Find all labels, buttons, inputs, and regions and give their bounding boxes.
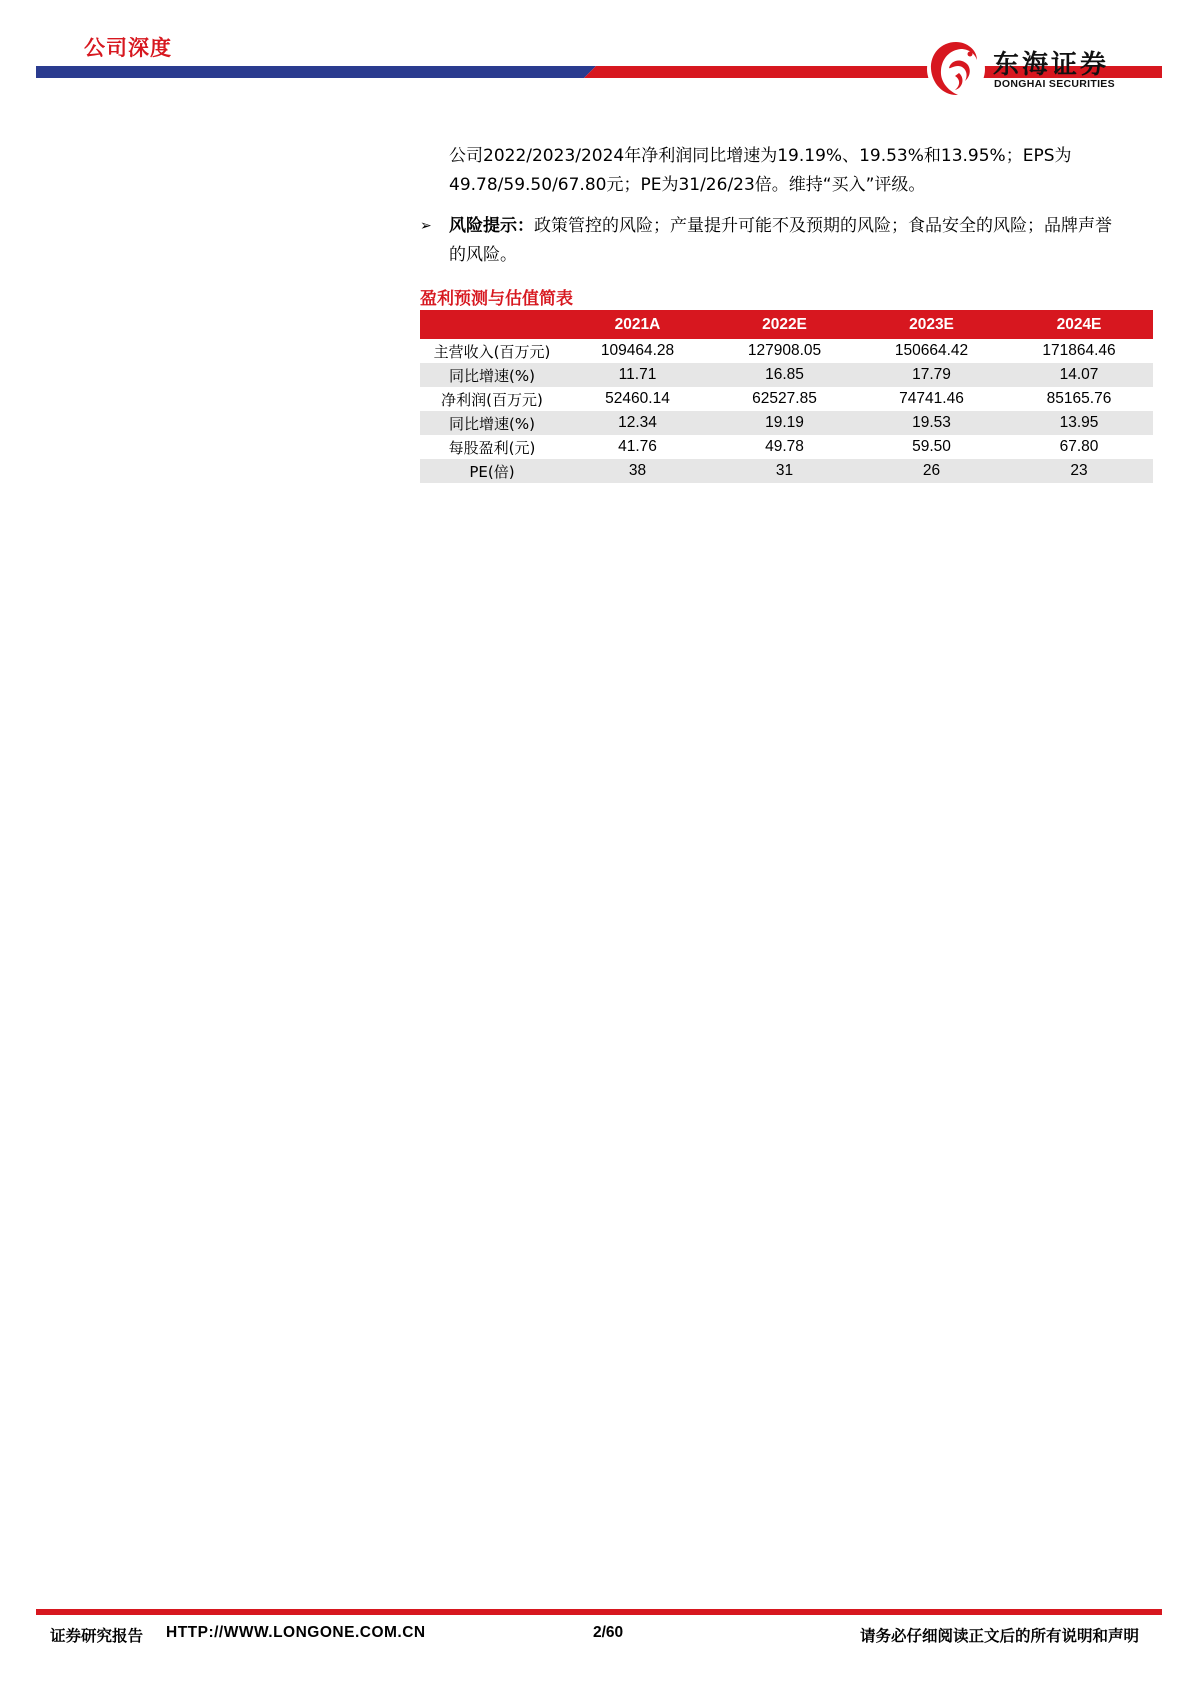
summary-line-2: 49.78/59.50/67.80元；PE为31/26/23倍。维持“买入”评级。	[449, 175, 926, 195]
summary-line-1: 公司2022/2023/2024年净利润同比增速为19.19%、19.53%和13.95%；EPS为	[449, 146, 1072, 166]
table-cell: 17.79	[858, 363, 1005, 387]
table-cell: 19.53	[858, 411, 1005, 435]
footer-url-link[interactable]: HTTP://WWW.LONGONE.COM.CN	[166, 1624, 426, 1641]
table-cell: 41.76	[618, 438, 657, 455]
summary-paragraph	[449, 142, 1153, 200]
table-header-cell: 2024E	[1005, 310, 1153, 339]
table-row	[420, 363, 1153, 387]
logo-english-name: DONGHAI SECURITIES	[994, 78, 1115, 90]
table-cell: 127908.05	[747, 342, 822, 359]
table-cell: 38	[564, 459, 711, 483]
footer-report-type: 证券研究报告	[50, 1627, 144, 1645]
row-label: 同比增速(%)	[420, 411, 564, 435]
table-title: 盈利预测与估值简表	[420, 289, 573, 309]
table-cell: 49.78	[765, 438, 804, 455]
risk-line-1	[449, 212, 1112, 241]
table-row	[420, 411, 1153, 435]
risk-text-1: 政策管控的风险；产量提升可能不及预期的风险；食品安全的风险；品牌声誉	[534, 216, 1112, 236]
table-cell: 13.95	[1005, 411, 1153, 435]
risk-label: 风险提示：	[449, 216, 534, 236]
row-label: 主营收入(百万元)	[433, 342, 551, 361]
table-header-cell: 2023E	[858, 310, 1005, 339]
company-logo	[925, 38, 1165, 100]
table-cell: 31	[711, 459, 858, 483]
table-header-row	[420, 310, 1153, 339]
table-cell: 62527.85	[752, 390, 817, 407]
table-cell: 12.34	[564, 411, 711, 435]
table-cell: 11.71	[564, 363, 711, 387]
footer-divider	[36, 1609, 1162, 1615]
table-cell: 85165.76	[1046, 390, 1112, 407]
table-cell: 171864.46	[1042, 342, 1116, 359]
earnings-forecast-table	[420, 310, 1153, 483]
risk-text-2: 的风险。	[449, 245, 517, 265]
table-cell: 150664.42	[894, 342, 969, 359]
table-row	[420, 459, 1153, 483]
table-row	[420, 387, 1153, 411]
table-cell: 67.80	[1059, 438, 1099, 455]
table-cell: 14.07	[1005, 363, 1153, 387]
table-cell: 26	[858, 459, 1005, 483]
table-cell: 109464.28	[600, 342, 675, 359]
bullet-arrow-icon: ➢	[420, 218, 432, 234]
dragon-emblem-icon	[925, 38, 987, 100]
table-row	[420, 435, 1153, 459]
table-header-cell	[420, 310, 564, 339]
row-label: 每股盈利(元)	[448, 438, 536, 457]
row-label: 同比增速(%)	[420, 363, 564, 387]
table-cell: 23	[1005, 459, 1153, 483]
table-header-cell: 2021A	[564, 310, 711, 339]
section-title: 公司深度	[84, 36, 172, 60]
row-label: 净利润(百万元)	[441, 390, 543, 409]
table-cell: 59.50	[912, 438, 951, 455]
page-number: 2/60	[593, 1624, 624, 1641]
table-cell: 74741.46	[899, 390, 964, 407]
logo-chinese-name: 东海证券	[993, 50, 1110, 80]
table-cell: 16.85	[711, 363, 858, 387]
table-cell: 52460.14	[605, 390, 670, 407]
table-row	[420, 339, 1153, 363]
table-cell: 19.19	[711, 411, 858, 435]
footer-disclaimer: 请务必仔细阅读正文后的所有说明和声明	[860, 1627, 1140, 1645]
table-header-cell: 2022E	[711, 310, 858, 339]
row-label: PE(倍)	[420, 459, 564, 483]
